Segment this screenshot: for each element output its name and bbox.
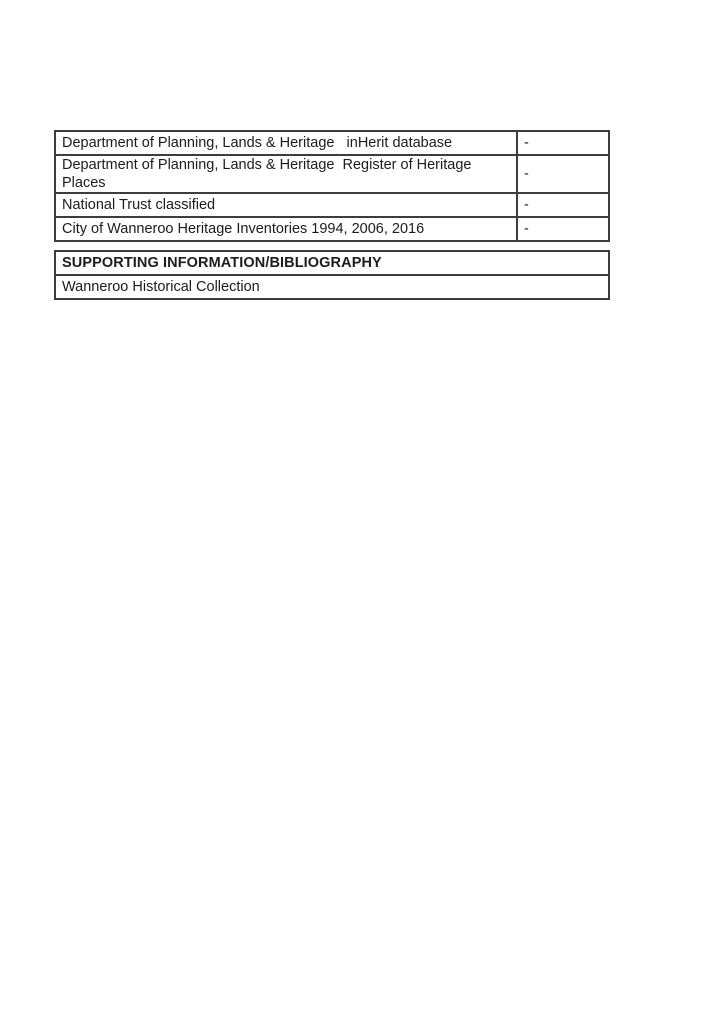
table-row [55,131,609,155]
reference-value-cell: - [517,193,609,217]
bibliography-section-header: SUPPORTING INFORMATION/BIBLIOGRAPHY [55,251,609,275]
reference-value-cell: - [517,131,609,155]
table-row [55,275,609,299]
bibliography-entry-cell: Wanneroo Historical Collection [55,275,609,299]
reference-source-cell: Department of Planning, Lands & Heritage Register of Heritage Places [55,155,517,193]
table-row [55,193,609,217]
reference-source-cell: Department of Planning, Lands & Heritage inHerit database [55,131,517,155]
reference-source-cell: National Trust classified [55,193,517,217]
reference-value-cell: - [517,217,609,241]
table-row [55,155,609,193]
reference-value-cell: - [517,155,609,193]
table-row [55,217,609,241]
table-row [55,251,609,275]
references-table [54,130,610,242]
bibliography-table [54,250,610,300]
reference-source-cell: City of Wanneroo Heritage Inventories 1994, 2006, 2016 [55,217,517,241]
